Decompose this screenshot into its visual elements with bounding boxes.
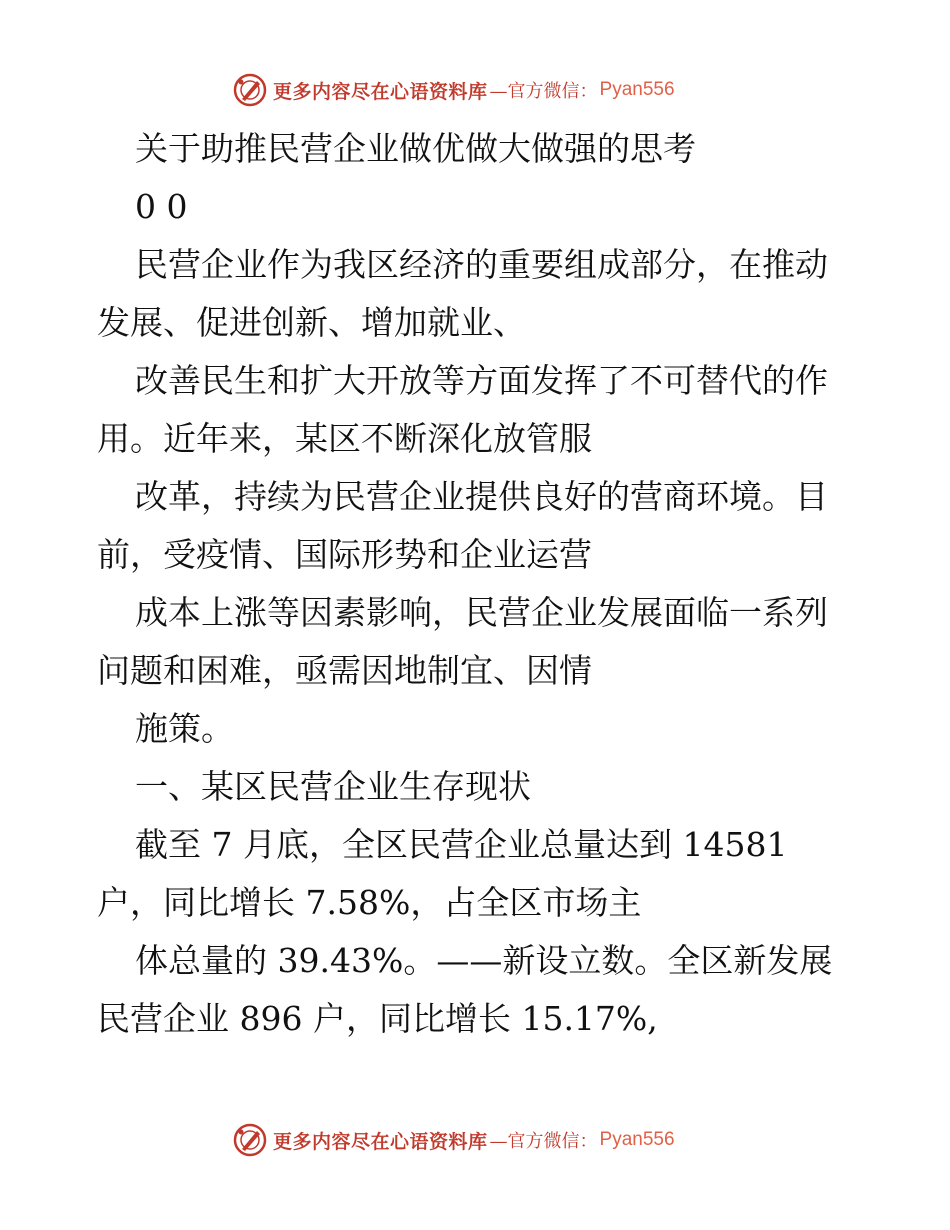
text-line: 用。近年来，某区不断深化放管服 (97, 419, 592, 458)
text-line: 截至 7 月底，全区民营企业总量达到 14581 (135, 825, 788, 864)
text-line: 前，受疫情、国际形势和企业运营 (97, 535, 592, 574)
text-line: 成本上涨等因素影响，民营企业发展面临一系列 (135, 593, 828, 632)
banner-wechat-id: Pyan556 (599, 79, 675, 100)
text-line: 体总量的 39.43%。——新设立数。全区新发展 (135, 941, 833, 980)
text-line: 民营企业 896 户，同比增长 15.17%, (97, 999, 658, 1038)
banner-wechat-label: —官方微信： (489, 1131, 598, 1152)
seal-logo-icon (233, 1123, 267, 1157)
seal-logo-icon (233, 73, 267, 107)
document-title: 关于助推民营企业做优做大做强的思考 (135, 129, 696, 168)
banner-wechat-label: —官方微信： (489, 81, 598, 102)
footer-banner (233, 1120, 675, 1160)
text-line: 户，同比增长 7.58%，占全区市场主 (97, 883, 642, 922)
text-line: 民营企业作为我区经济的重要组成部分，在推动 (135, 245, 828, 284)
banner-site-text: 更多内容尽在心语资料库 (273, 1130, 488, 1153)
text-line: 施策。 (135, 709, 234, 748)
text-line: 改革，持续为民营企业提供良好的营商环境。目 (135, 477, 828, 516)
text-line: 改善民生和扩大开放等方面发挥了不可替代的作 (135, 361, 828, 400)
banner-wechat-id: Pyan556 (599, 1129, 675, 1150)
text-line: 问题和困难，亟需因地制宜、因情 (97, 651, 592, 690)
text-line: 发展、促进创新、增加就业、 (97, 303, 526, 342)
section-heading: 一、某区民营企业生存现状 (135, 767, 531, 806)
header-banner (233, 70, 675, 110)
banner-site-text: 更多内容尽在心语资料库 (273, 80, 488, 103)
text-line: 0 0 (135, 187, 188, 226)
